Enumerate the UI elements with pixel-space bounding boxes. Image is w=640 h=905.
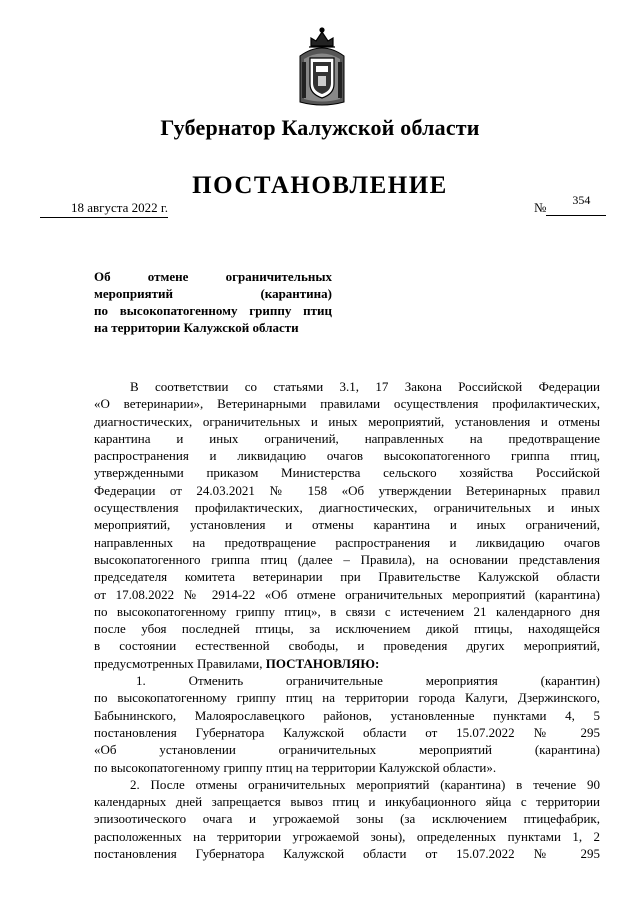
body-line: в состоянии естественной свободы, и проведения других мероприятий,	[94, 638, 600, 654]
document-number	[534, 193, 606, 216]
body-line: направленных на предотвращение распространения и ликвидацию очагов	[94, 534, 600, 550]
body-line: мероприятий, установления и отмены карантина и иных ограничений,	[94, 517, 600, 533]
body-line: постановления Губернатора Калужской области от 15.07.2022 № 295	[94, 846, 600, 862]
issuing-authority: Губернатор Калужской области	[160, 115, 480, 140]
body-line: по высокопатогенному гриппу птиц», в связи с истечением 21 календарного дня	[94, 603, 600, 619]
body-line: 1. Отменить ограничительные мероприятия (карантин)	[136, 673, 600, 689]
body-line: постановления Губернатора Калужской области от 15.07.2022 № 295	[94, 724, 600, 740]
resolve-word: ПОСТАНОВЛЯЮ:	[265, 655, 380, 671]
body-line: председателя комитета ветеринарии при Правительстве Калужской области	[94, 569, 600, 585]
document-subject	[94, 268, 332, 336]
document-type-title: ПОСТАНОВЛЕНИЕ	[192, 172, 448, 199]
body-line: «О ветеринарии», Ветеринарными правилами осуществления профилактических,	[94, 396, 600, 412]
body-line: 2. После отмены ограничительных мероприятий (карантина) в течение 90	[130, 776, 600, 792]
body-line: Федерации от 24.03.2021 № 158 «Об утверждении Ветеринарных правил	[94, 482, 600, 498]
body-line: «Об установлении ограничительных мероприятий (карантина)	[94, 742, 600, 758]
body-line: осуществления профилактических, диагностических, ограничительных и иных	[94, 500, 600, 516]
subject-line: на территории Калужской области	[94, 320, 299, 335]
coat-of-arms-emblem	[296, 26, 348, 108]
number-sign: №	[534, 200, 547, 215]
document-date: 18 августа 2022 г.	[40, 200, 168, 218]
body-line: высокопатогенного гриппа птиц (далее – Правила), на основании представления	[94, 551, 600, 567]
body-line: после убоя последней птицы, за исключением дикой птицы, находящейся	[94, 621, 600, 637]
body-line: В соответствии со статьями 3.1, 17 Закона Российской Федерации	[130, 379, 600, 394]
body-line: календарных дней запрещается вывоз птиц и инкубационного яйца с территории	[94, 794, 600, 810]
body-line: диагностических, ограничительных и иных мероприятий, установления и отмены	[94, 413, 600, 429]
body-line: по высокопатогенному гриппу птиц на территории Калужской области».	[94, 759, 497, 775]
body-line: расположенных на территории угрожаемой зоны), определенных пунктами 1, 2	[94, 828, 600, 844]
number-value: 354	[572, 193, 591, 207]
body-line: от 17.08.2022 № 2914-22 «Об отмене ограничительных мероприятий (карантина)	[94, 586, 600, 602]
body-line: эпизоотического очага и угрожаемой зоны (за исключением птицефабрик,	[94, 811, 600, 827]
document-body	[94, 378, 600, 862]
body-line: Бабынинского, Малоярославецкого районов, установленные пунктами 4, 5	[94, 707, 600, 723]
body-line: карантина и иных ограничений, направленных на предотвращение	[94, 430, 600, 446]
subject-line: по высокопатогенному гриппу птиц	[94, 303, 332, 318]
body-line: утвержденными приказом Министерства сельского хозяйства Российской	[94, 465, 600, 481]
body-line: распространения и ликвидацию очагов высокопатогенного гриппа птиц,	[94, 448, 600, 464]
body-line: предусмотренных Правилами,	[94, 655, 266, 671]
body-line: по высокопатогенному гриппу птиц на территории города Калуги, Дзержинского,	[94, 690, 600, 706]
subject-line: Об отмене ограничительных	[94, 269, 332, 284]
subject-line: мероприятий (карантина)	[94, 286, 332, 301]
